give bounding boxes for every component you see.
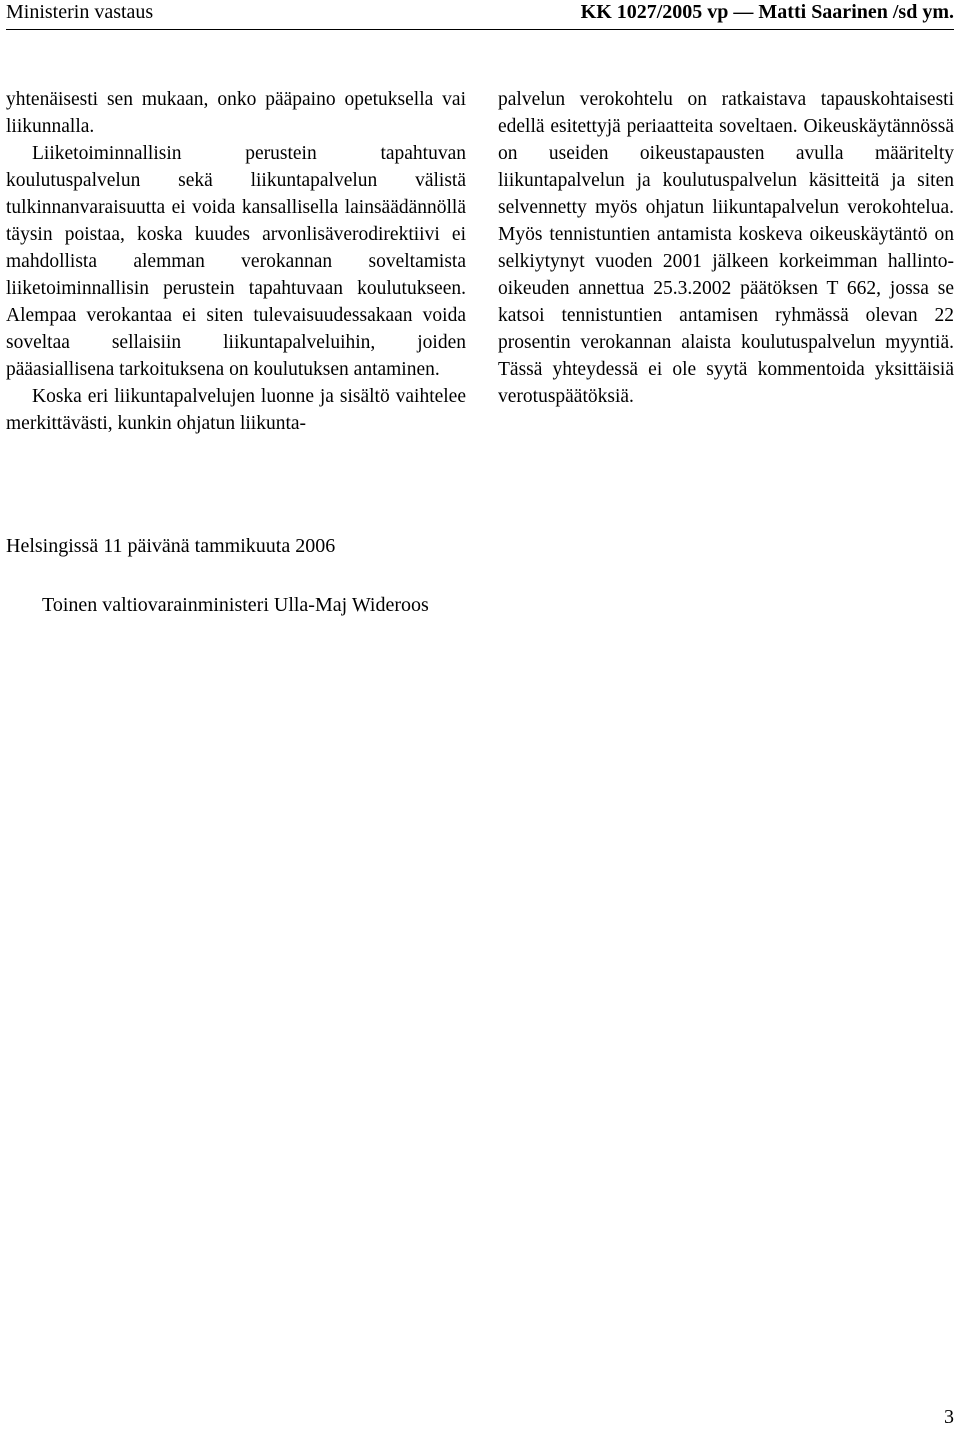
signature-place-date: Helsingissä 11 päivänä tammikuuta 2006 xyxy=(6,535,336,557)
paragraph-case-law: palvelun verokohtelu on ratkaistava tapauskohtaisesti edellä esitettyjä periaatteita soveltaen. Oikeuskäytännössä on useiden oikeustapausten avulla määritelty liikuntapalvelun ja koulutuspalvelun käsitteitä ja siten selvennetty myös ohjatun liikuntapalvelun verokohtelua. Myös tennistuntien antamista koskeva oikeuskäytäntö on selkiytynyt vuoden 2001 jälkeen korkeimman hallinto-oikeuden annettua 25.3.2002 päätöksen T 662, jossa se katsoi tennistuntien antamisen ryhmässä olevan 22 prosentin verokannan alaista koulutuspalvelun myyntiä. Tässä yhteydessä ei ole syytä kommentoida yksittäisiä verotuspäätöksiä. xyxy=(498,89,954,407)
page-number: 3 xyxy=(944,1406,954,1428)
paragraph-continuation: yhtenäisesti sen mukaan, onko pääpaino opetuksella vai liikunnalla. xyxy=(6,89,466,137)
header-divider xyxy=(6,29,954,30)
page-header xyxy=(6,0,954,24)
signature-signer: Toinen valtiovarainministeri Ulla-Maj Wideroos xyxy=(42,594,429,616)
header-section-title: Ministerin vastaus xyxy=(6,1,154,23)
right-text-column xyxy=(498,86,954,410)
header-document-reference: KK 1027/2005 vp — Matti Saarinen /sd ym. xyxy=(580,1,954,23)
left-text-column xyxy=(6,86,466,437)
paragraph-vat-directive: Liiketoiminnallisin perustein tapahtuvan koulutuspalvelun sekä liikuntapalvelun välistä tulkinnanvaraisuutta ei voida kansallisella lainsäädännöllä täysin poistaa, koska kuudes arvonlisäverodirektiivi ei mahdollista alemman verokannan soveltamista liiketoiminnallisin perustein tapahtuvaan koulutukseen. Alempaa verokantaa ei siten tulevaisuudessakaan voida soveltaa sellaisiin liikuntapalveluihin, joiden pääasiallisena tarkoituksena on koulutuksen antaminen. xyxy=(6,143,466,380)
paragraph-service-nature: Koska eri liikuntapalvelujen luonne ja sisältö vaihtelee merkittävästi, kunkin ohjatun liikunta- xyxy=(6,386,466,434)
